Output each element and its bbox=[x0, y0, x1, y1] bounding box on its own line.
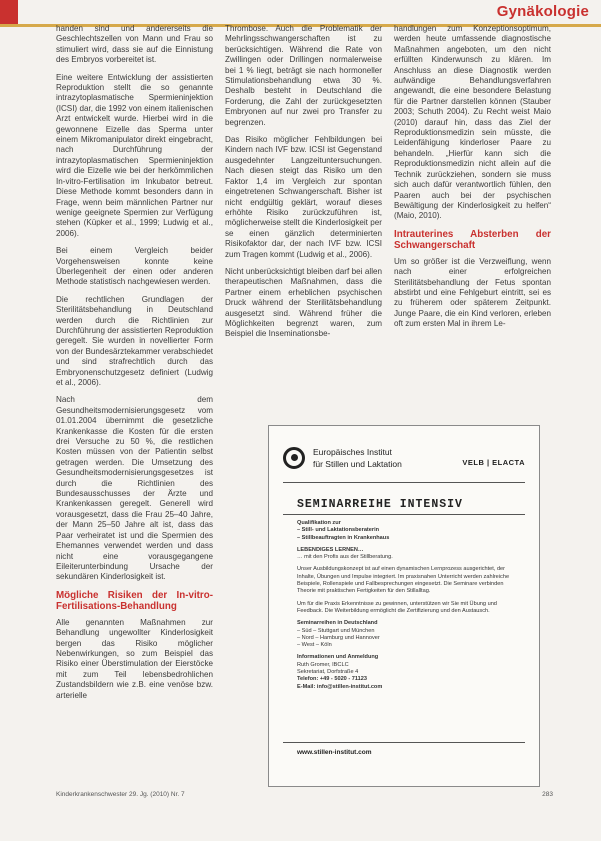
contact-line: E-Mail: info@stillen-institut.com bbox=[297, 683, 383, 690]
paragraph: handlungen zum Konzeptionsoptimum, werden heute umfassende diagnostische Maßnahmen angeboten, um den nicht erfüllten Kinderwunsch zu klären. Im Anschluss an diese Diagnostik werden aufwändige Behandlungsverfahren angewandt, die eine besondere Belastung für die Partner darstellen können (Stauber 2003; Schuth 2004). Zu Recht weist Maio (2010) darauf hin, dass das Ziel der Reproduktionsmedizin sein müsste, die Leidenfähigung kinderloser Paare zu behandeln. „Hierfür kann sich die Reproduktionsmedizin nicht allein auf die Technik zurückziehen, sondern sie muss sich auch dafür verantwortlich fühlen, den Paaren auch bei der psychischen Bewältigung der Kinderlosigkeit zu helfen“ (Maio, 2010). bbox=[394, 24, 551, 221]
text-column-3 bbox=[394, 24, 551, 404]
ad-subheading: LEBENDIGES LERNEN… bbox=[297, 546, 364, 553]
list-item: – Nord – Hamburg und Hannover bbox=[297, 634, 380, 641]
list-item: – Süd – Stuttgart und München bbox=[297, 627, 375, 634]
text-column-1 bbox=[56, 24, 213, 784]
ad-org-name: für Stillen und Laktation bbox=[313, 459, 402, 469]
ad-headline: SEMINARREIHE INTENSIV bbox=[297, 498, 463, 511]
contact-line: Ruth Gromer, IBCLC bbox=[297, 661, 349, 668]
advertisement bbox=[268, 425, 540, 787]
ad-brand: VELB | ELACTA bbox=[462, 458, 525, 467]
divider bbox=[283, 482, 525, 483]
ad-body bbox=[297, 520, 511, 696]
section-title: Gynäkologie bbox=[496, 3, 589, 20]
paragraph: Bei einem Vergleich beider Vorgehensweisen konnte keine Überlegenheit der einen oder anderen Methode statistisch nachgewiesen werden. bbox=[56, 246, 213, 287]
ad-subheading: Seminarreihen in Deutschland bbox=[297, 620, 378, 627]
ad-text: … mit den Profis aus der Stillberatung. bbox=[297, 554, 393, 561]
section-heading: Mögliche Risiken der In-vitro-Fertilisations-Behandlung bbox=[56, 589, 213, 613]
ad-url-link[interactable]: www.stillen-institut.com bbox=[297, 749, 372, 756]
paragraph: Alle genannten Maßnahmen zur Behandlung ungewollter Kinderlosigkeit bergen das Risiko möglicher Nebenwirkungen, so zum Beispiel das Risiko einer Überstimulation der Eierstöcke mit zum Teil lebensbedrohlichen Zustandsbildern wie z.B. eine venöse bzw. arterielle bbox=[56, 617, 213, 700]
list-item: – West – Köln bbox=[297, 642, 332, 649]
paragraph: Eine weitere Entwicklung der assistierten Reproduktion stellt die so genannte intrazytoplasmatische Spermieninjektion (ICSI) dar, die 1992 von einem italienischen Arzt entwickelt wurde. Hierbei wird in die gewonnene Eizelle das Sperma unter einem Mikromanipulator direkt eingebracht, nach Durchführung der intrazytoplasmatischen Spermieninjektion wird die Eizelle wie bei der herkömmlichen In-vitro-Fertilisation im Inkubator betreut. Diese Methode kommt besonders dann in Frage, wenn beim männlichen Partner nur wenige geeignete Spermien zur Verfügung stehen (Küpker et al., 1999; Ludwig et al., 2006). bbox=[56, 72, 213, 238]
paragraph: Nach dem Gesundheitsmodernisierungsgesetz vom 01.01.2004 übernimmt die gesetzliche Krankenkasse die Kosten für die ersten drei Versuche zu 50 %, die restlichen Kosten müssen von der Patientin selbst getragen werden. Die Umsetzung des Gesundheitsmodernisierungsgesetzes ist durch die Richtlinien des Bundesausschusses der Ärzte und Krankenkassen geregelt. Generell wird vorausgesetzt, dass die Frau 25–40 Jahre, der Mann 25–50 Jahre alt ist, dass das Paar verheiratet ist und die Spermien des Ehemannes verwendet werden und dass nicht eine vorausgegangene Eileiterunterbindung Ursache der sekundären Kinderlosigkeit ist. bbox=[56, 395, 213, 582]
paragraph: Die rechtlichen Grundlagen der Sterilitätsbehandlung in Deutschland werden durch die Richtlinien zur Durchführung der assistierten Reproduktion geregelt. Sie wurden in novellierter Form von der Bundesärztekammer verabschiedet und sind strafrechtlich durch das Embryonenschutzgesetz definiert (Ludwig et al., 2006). bbox=[56, 294, 213, 387]
paragraph: Nicht unberücksichtigt bleiben darf bei allen therapeutischen Maßnahmen, dass die Partner einem erheblichen psychischen Druck während der Sterilitätsbehandlung ausgesetzt sind. Während früher die Möglichkeiten begrenzt waren, zum Beispiel die Inseminationsbe- bbox=[225, 266, 382, 339]
ad-text: Unser Ausbildungskonzept ist auf einen dynamischen Lernprozess ausgerichtet, der Inhalte, Übungen und Impulse integriert. Im praxisnahen Unterricht werden zahlreiche Beispiele, Rollenspiele und Fallbesprechungen eingesetzt. Die Seminare verbinden Theorie mit praktischen Fertigkeiten für den Stillalltag. bbox=[297, 566, 510, 595]
divider bbox=[283, 514, 525, 515]
header-accent bbox=[0, 0, 18, 24]
footer-source: Kinderkrankenschwester 29. Jg. (2010) Nr. 7 bbox=[56, 791, 185, 798]
paragraph: Um so größer ist die Verzweiflung, wenn nach einer erfolgreichen Sterilitätsbehandlung der Fetus spontan abstirbt und eine Fehlgeburt eintritt, sei es zu früherem oder späterem Zeitpunkt. Junge Paare, die ein Kind verloren, erleben oft zum ersten Mal in ihrem Le- bbox=[394, 256, 551, 329]
list-item: – Still- und Laktationsberaterin bbox=[297, 527, 380, 534]
paragraph: Das Risiko möglicher Fehlbildungen bei Kindern nach IVF bzw. ICSI ist Gegenstand ausgedehnter Langzeituntersuchungen. Nach diesen steigt das Risiko um den Faktor 1,4 im Vergleich zur spontan eingetretenen Schwangerschaft. Bisher ist nicht endgültig geklärt, worauf dieses erhöhte Risiko zurückzuführen ist, möglicherweise stellt die Kinderlosigkeit per se einen gänzlich determinierten Risikofaktor dar, der nach IVF bzw. ICSI zum Tragen kommt (Ludwig et al., 2006). bbox=[225, 135, 382, 259]
paragraph: handen sind und andererseits die Geschlechtszellen von Mann und Frau so stimuliert wird, dass sie auf die Einnistung des Embryos vorbereitet ist. bbox=[56, 24, 213, 65]
page-number: 283 bbox=[542, 791, 553, 798]
ad-text: Um für die Praxis Erkenntnisse zu gewinnen, unterstützen wir Sie mit Übung und Feedback. Die Weiterbildung ermöglicht die Zertifizierung und den Austausch. bbox=[297, 600, 497, 614]
ad-subheading: Informationen und Anmeldung bbox=[297, 654, 379, 661]
institute-logo-icon bbox=[283, 447, 305, 469]
section-header bbox=[0, 0, 601, 27]
paragraph: Thrombose. Auch die Problematik der Mehrlingsschwangerschaften ist zu berücksichtigen. Während die Rate von Zwillingen oder Drillingen normalerweise bei 1 % liegt, beträgt sie nach hormoneller Stimulationsbehandlung etwa 30 %. Deshalb besteht in Deutschland die Forderung, die Zahl der zurückgesetzten Embryonen auf nur zwei pro Transfer zu begrenzen. bbox=[225, 24, 382, 127]
ad-subheading: Qualifikation zur bbox=[297, 520, 341, 526]
text-column-2 bbox=[225, 24, 382, 399]
contact-line: Telefon: +49 - 5020 - 71123 bbox=[297, 676, 368, 683]
divider bbox=[283, 742, 525, 743]
contact-line: Sekretariat, Dorfstraße 4 bbox=[297, 669, 359, 676]
ad-org-name: Europäisches Institut bbox=[313, 447, 392, 457]
section-heading: Intrauterines Absterben der Schwangerschaft bbox=[394, 228, 551, 252]
list-item: – Stillbeauftragten in Krankenhaus bbox=[297, 534, 390, 541]
